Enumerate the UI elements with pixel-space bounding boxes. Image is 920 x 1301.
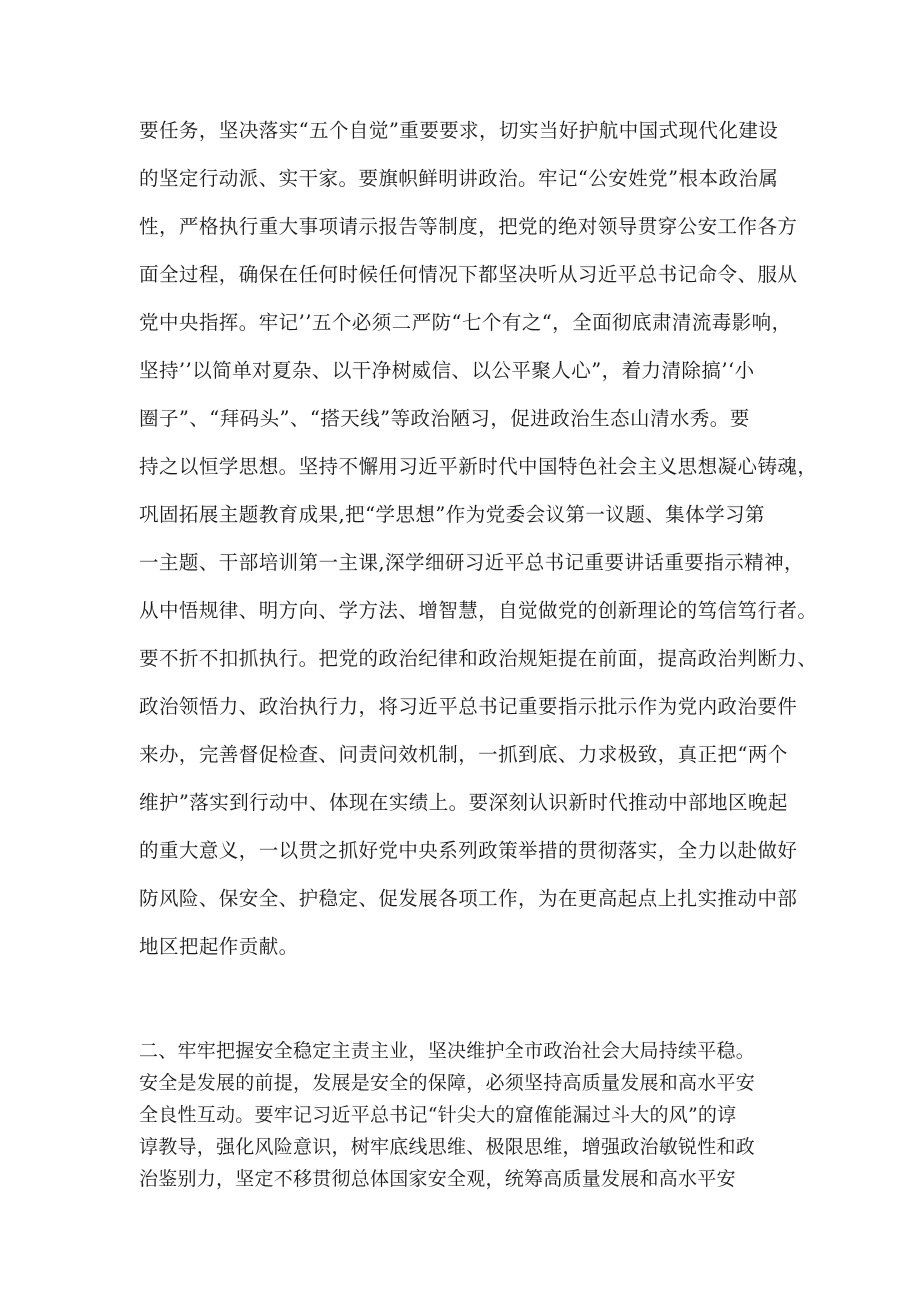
text-line: 的重大意义，一以贯之抓好党中央系列政策举措的贯彻落实，全力以赴做好 xyxy=(139,839,798,862)
text-line: 圈子”、“拜码头”、“搭天线”等政治陋习，促进政治生态山清水秀。要 xyxy=(139,407,750,430)
text-line: 地区把起作贡献。 xyxy=(139,935,299,958)
text-line: 要不折不扣抓执行。把党的政治纪律和政治规矩提在前面，提高政治判断力、 xyxy=(139,647,818,670)
text-line: 全良性互动。要牢记习近平总书记“针尖大的窟傕能漏过斗大的风”的谆 xyxy=(139,1104,737,1126)
text-line: 治鉴别力，坚定不移贯彻总体国家安全观，统筹高质量发展和高水平安 xyxy=(139,1168,736,1190)
text-line: 坚持’’以简单对夏杂、以干净树威信、以公平聚人心”，着力清除搞’‘小 xyxy=(139,359,755,382)
text-line: 安全是发展的前提，发展是安全的保障，必须坚持高质量发展和高水平安 xyxy=(139,1072,756,1094)
text-line: 维护”落实到行动中、体现在实绩上。要深刻认识新时代推动中部地区晚起 xyxy=(139,791,788,814)
text-line: 性，严格执行重大事项请示报告等制度，把党的绝对领导贯穿公安工作各方 xyxy=(139,215,798,238)
text-line: 持之以恒学思想。坚持不懈用习近平新时代中国特色社会主义思想凝心铸魂， xyxy=(139,455,818,478)
section-heading-line: 二、牢牢把握安全稳定主责主业，坚决维护全市政治社会大局持续平稳。 xyxy=(139,1040,756,1062)
text-line: 从中悟规律、明方向、学方法、增智慧，自觉做党的创新理论的笃信笃行者。 xyxy=(139,599,818,622)
text-line: 防风险、保安全、护稳定、促发展各项工作，为在更高起点上扎实推动中部 xyxy=(139,887,798,910)
text-line: 政治领悟力、政治执行力，将习近平总书记重要指示批示作为党内政治要件 xyxy=(139,695,798,718)
text-line: 来办，完善督促检查、问责问效机制，一抓到底、力求极致，真正把“两个 xyxy=(139,743,788,766)
text-line: 谆教导，强化风险意识，树牢底线思维、极限思维，增强政治敏锐性和政 xyxy=(139,1136,756,1158)
text-line: 党中央指挥。牢记’’五个必须二严防“七个有之“，全面彻底肃清流毒影响， xyxy=(139,311,792,334)
text-line: 要任务，坚决落实“五个自觉”重要要求，切实当好护航中国式现代化建设 xyxy=(139,119,779,142)
text-line: 巩固拓展主题教育成果,把“学思想”作为党委会议第一议题、集体学习第 xyxy=(139,503,765,526)
text-line: 一主题、干部培训第一主课,深学细研习近平总书记重要讲话重要指示精神， xyxy=(139,551,804,574)
text-line: 的坚定行动派、实干家。要旗帜鲜明讲政治。牢记“公安姓党”根本政治属 xyxy=(139,167,779,190)
text-line: 面全过程，确保在任何时候任何情况下都坚决听从习近平总书记命令、服从 xyxy=(139,263,798,286)
